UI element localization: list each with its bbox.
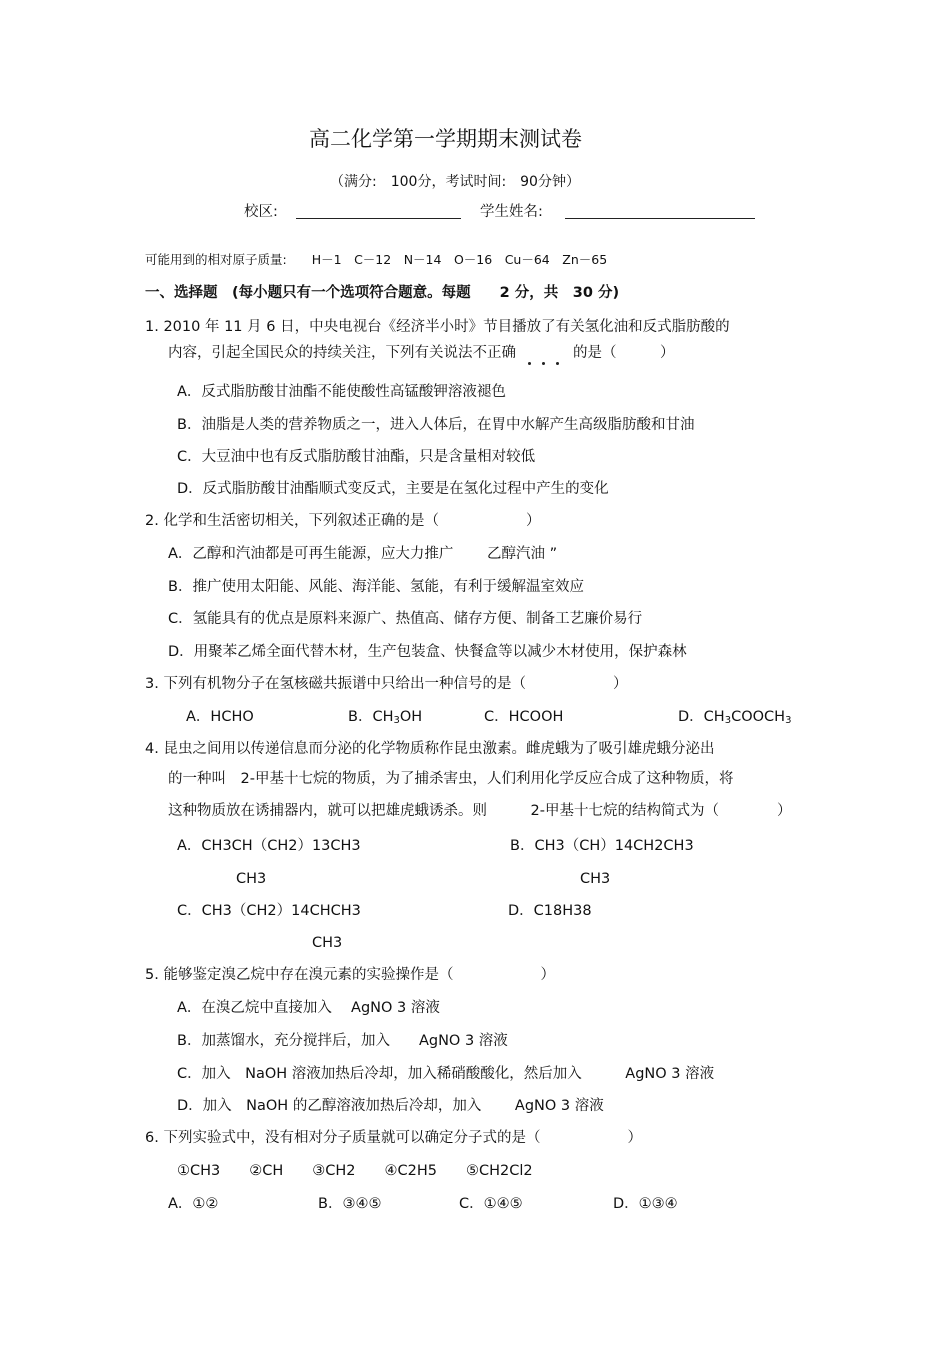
q1-option-d[interactable]: D．反式脂肪酸甘油酯顺式变反式，主要是在氢化过程中产生的变化: [177, 481, 609, 497]
student-name-label: 学生姓名:: [480, 204, 543, 220]
q4-option-a[interactable]: A．CH3CH（CH2）13CH3: [177, 838, 361, 854]
q4-stem-line2: 的一种叫 2-甲基十七烷的物质，为了捕杀害虫，人们利用化学反应合成了这种物质，将: [168, 771, 734, 787]
q6-option-d[interactable]: D．①③④: [613, 1196, 678, 1212]
emphasis-dot: [542, 362, 545, 365]
subscript: 3: [724, 715, 732, 726]
q4-stem-line1: 4. 昆虫之间用以传递信息而分泌的化学物质称作昆虫激素。雌虎蛾为了吸引雄虎蛾分泌出: [145, 741, 715, 757]
formula-text: B．CH: [348, 709, 394, 725]
student-name-field[interactable]: [565, 218, 755, 219]
q3-stem: 3. 下列有机物分子在氢核磁共振谱中只给出一种信号的是（ ）: [145, 676, 628, 692]
formula-text: COOCH: [731, 709, 786, 725]
q5-option-c[interactable]: C．加入 NaOH 溶液加热后冷却，加入稀硝酸酸化，然后加入 AgNO 3 溶液: [177, 1066, 715, 1082]
q5-stem: 5. 能够鉴定溴乙烷中存在溴元素的实验操作是（ ）: [145, 967, 555, 983]
subscript: 3: [393, 715, 400, 726]
q6-stem: 6. 下列实验式中，没有相对分子质量就可以确定分子式的是（ ）: [145, 1130, 642, 1146]
q2-option-d[interactable]: D．用聚苯乙烯全面代替木材，生产包装盒、快餐盒等以减少木材使用，保护森林: [168, 644, 687, 660]
q4-option-b[interactable]: B．CH3（CH）14CH2CH3: [510, 838, 694, 854]
q1-stem-line1: 1. 2010 年 11 月 6 日，中央电视台《经济半小时》节目播放了有关氢化油和反式脂肪酸的: [145, 319, 730, 335]
q6-option-a[interactable]: A．①②: [168, 1196, 219, 1212]
q3-option-c[interactable]: C．HCOOH: [484, 709, 564, 725]
q5-option-d[interactable]: D．加入 NaOH 的乙醇溶液加热后冷却，加入 AgNO 3 溶液: [177, 1098, 604, 1114]
q6-option-b[interactable]: B．③④⑤: [318, 1196, 382, 1212]
q2-option-a[interactable]: A．乙醇和汽油都是可再生能源，应大力推广 乙醇汽油 ”: [168, 546, 558, 562]
subscript: 3: [785, 715, 792, 726]
q1-stem-line2: 内容，引起全国民众的持续关注，下列有关说法不正确: [168, 345, 516, 361]
q3-option-a[interactable]: A．HCHO: [186, 709, 254, 725]
q1-option-b[interactable]: B．油脂是人类的营养物质之一，进入人体后，在胃中水解产生高级脂肪酸和甘油: [177, 417, 695, 433]
q5-option-b[interactable]: B．加蒸馏水，充分搅拌后，加入 AgNO 3 溶液: [177, 1033, 508, 1049]
q2-option-b[interactable]: B．推广使用太阳能、风能、海洋能、氢能，有利于缓解温室效应: [168, 579, 584, 595]
emphasis-dot: [528, 362, 531, 365]
q2-stem: 2. 化学和生活密切相关，下列叙述正确的是（ ）: [145, 513, 541, 529]
q3-option-b[interactable]: [348, 708, 422, 730]
school-field[interactable]: [296, 218, 461, 219]
q4-option-b-branch: CH3: [580, 871, 611, 887]
page-title: 高二化学第一学期期末测试卷: [309, 127, 582, 151]
q1-option-c[interactable]: C．大豆油中也有反式脂肪酸甘油酯，只是含量相对较低: [177, 449, 536, 465]
q5-option-a[interactable]: A．在溴乙烷中直接加入 AgNO 3 溶液: [177, 1000, 440, 1016]
q4-option-d[interactable]: D．C18H38: [508, 903, 592, 919]
section-heading: 一、选择题 (每小题只有一个选项符合题意。每题 2 分，共 30 分): [145, 285, 620, 301]
q6-option-c[interactable]: C．①④⑤: [459, 1196, 523, 1212]
atomic-masses: 可能用到的相对原子质量: H－1 C－12 N－14 O－16 Cu－64 Zn－65: [145, 252, 608, 267]
q2-option-c[interactable]: C．氢能具有的优点是原料来源广、热值高、储存方便、制备工艺廉价易行: [168, 611, 643, 627]
q6-formula-list: ①CH3 ②CH ③CH2 ④C2H5 ⑤CH2Cl2: [177, 1163, 533, 1179]
school-label: 校区:: [244, 204, 278, 220]
formula-text: D．CH: [678, 709, 725, 725]
q4-option-c-branch: CH3: [312, 935, 343, 951]
q1-stem-line2-end: 的是（ ）: [573, 345, 675, 361]
exam-info: （满分: 100分，考试时间: 90分钟）: [330, 174, 580, 190]
emphasis-dot: [556, 362, 559, 365]
q4-stem-line3: 这种物质放在诱捕器内，就可以把雄虎蛾诱杀。则 2-甲基十七烷的结构简式为（ ）: [168, 803, 792, 819]
q4-option-c[interactable]: C．CH3（CH2）14CHCH3: [177, 903, 361, 919]
formula-text: OH: [399, 709, 423, 725]
q3-option-d[interactable]: [678, 708, 791, 730]
q4-option-a-branch: CH3: [236, 871, 267, 887]
q1-option-a[interactable]: A．反式脂肪酸甘油酯不能使酸性高锰酸钾溶液褪色: [177, 384, 506, 400]
